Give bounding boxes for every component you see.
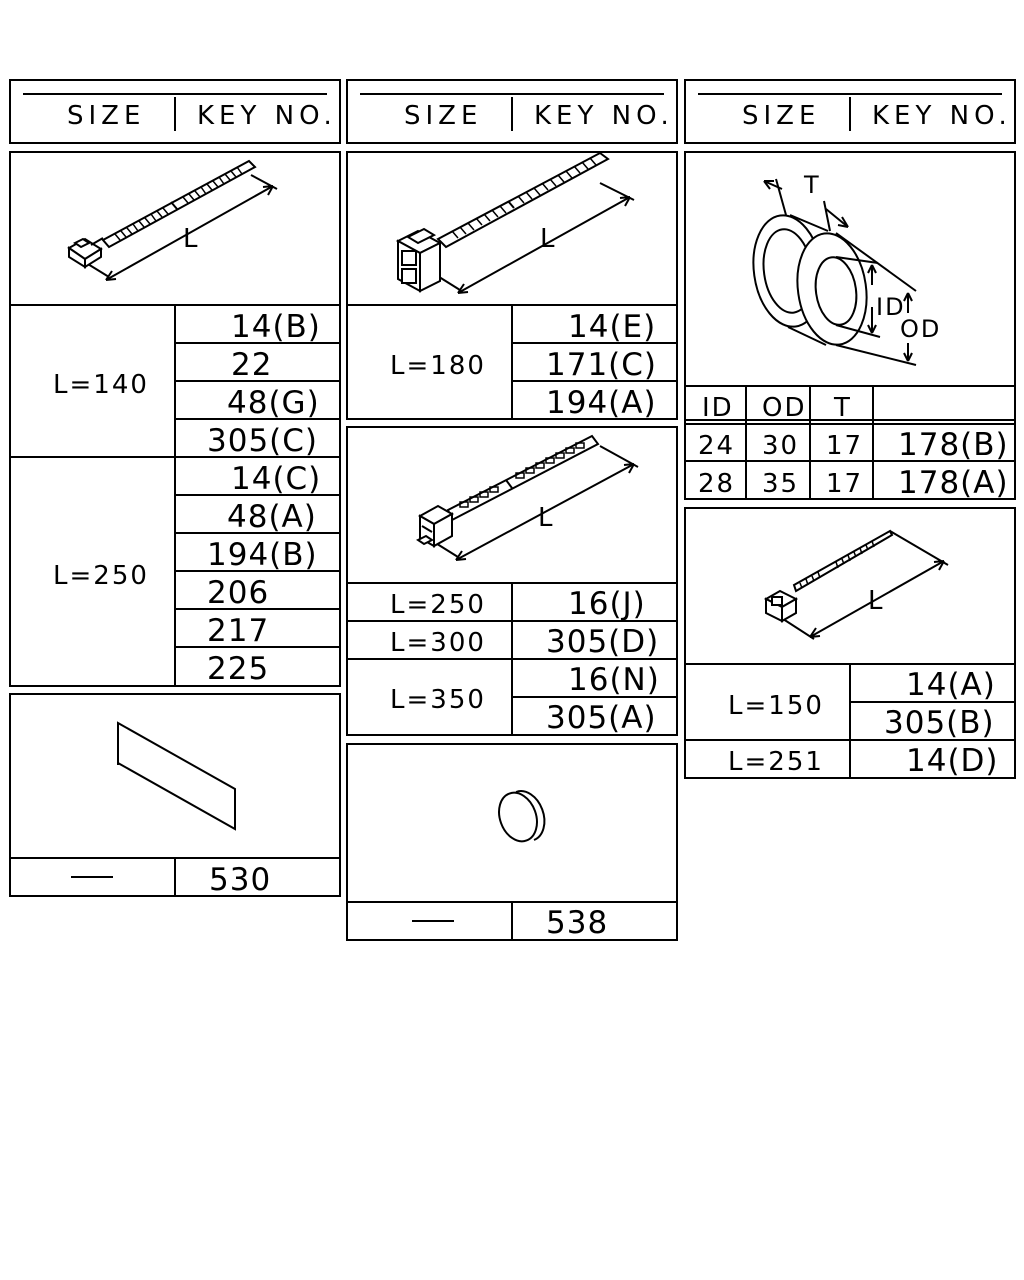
mount-tie-l-label: L [540, 224, 555, 254]
col2-size-header: SIZE [404, 101, 483, 131]
tie-250-illustration [348, 428, 676, 582]
col2-header-box [346, 79, 678, 144]
tie-size-350: L=350 [390, 685, 486, 715]
tie-l-label: L [183, 224, 198, 254]
sheet-illustration [11, 695, 339, 859]
grommet-od-label: OD [900, 315, 942, 343]
tie-size-250b: L=250 [390, 590, 486, 620]
grommet-row1-id: 24 [698, 431, 736, 461]
col1-key-header: KEY NO. [197, 101, 337, 131]
col2-key-header: KEY NO. [534, 101, 674, 131]
tie-size-300: L=300 [390, 628, 486, 658]
col2-mount-tie-panel [346, 151, 678, 420]
col2-tie-panel [346, 426, 678, 736]
small-tie-illustration [686, 509, 1014, 665]
key-14c: 14(C) [231, 461, 322, 497]
col3-grommet-panel [684, 151, 1016, 500]
col1-header-box [9, 79, 341, 144]
key-305a: 305(A) [546, 700, 657, 736]
grommet-row1-od: 30 [762, 431, 800, 461]
grommet-id-label: ID [876, 293, 906, 321]
key-48a: 48(A) [227, 499, 317, 535]
grommet-col-id: ID [702, 393, 734, 423]
tie-250-l-label: L [538, 503, 553, 533]
key-16n: 16(N) [568, 662, 660, 698]
key-305d: 305(D) [546, 624, 660, 660]
small-tie-l-label: L [868, 586, 883, 616]
key-530: 530 [209, 862, 272, 898]
grommet-t-label: T [804, 171, 819, 199]
key-22: 22 [231, 347, 273, 383]
key-217: 217 [207, 613, 270, 649]
grommet-row1-t: 17 [826, 431, 864, 461]
key-14b: 14(B) [231, 309, 321, 345]
col1-tie-panel [9, 151, 341, 687]
key-16j: 16(J) [568, 586, 646, 622]
key-14e: 14(E) [568, 309, 657, 345]
col3-key-header: KEY NO. [872, 101, 1012, 131]
key-14d: 14(D) [906, 743, 999, 779]
small-tie-size-150: L=150 [728, 691, 824, 721]
col2-plug-panel [346, 743, 678, 941]
key-225: 225 [207, 651, 270, 687]
key-305c: 305(C) [207, 423, 319, 459]
tie-size-250: L=250 [53, 561, 149, 591]
key-178a: 178(A) [898, 465, 1009, 501]
col1-sheet-panel [9, 693, 341, 897]
grommet-row2-od: 35 [762, 469, 800, 499]
col3-size-header: SIZE [742, 101, 821, 131]
grommet-row2-id: 28 [698, 469, 736, 499]
key-206: 206 [207, 575, 270, 611]
small-tie-size-251: L=251 [728, 747, 824, 777]
grommet-illustration [686, 153, 1014, 385]
key-305b: 305(B) [884, 705, 995, 741]
cable-tie-illustration [11, 153, 339, 305]
key-194a: 194(A) [546, 385, 657, 421]
key-538: 538 [546, 905, 609, 941]
grommet-row2-t: 17 [826, 469, 864, 499]
key-171c: 171(C) [546, 347, 658, 383]
grommet-col-t: T [834, 393, 852, 423]
key-14a: 14(A) [906, 667, 996, 703]
mount-size-180: L=180 [390, 351, 486, 381]
mount-tie-illustration [348, 153, 676, 305]
plug-illustration [348, 745, 676, 901]
grommet-col-od: OD [762, 393, 807, 423]
key-48g: 48(G) [227, 385, 320, 421]
key-178b: 178(B) [898, 427, 1009, 463]
plug-size-dash [412, 920, 454, 922]
col3-header-box [684, 79, 1016, 144]
sheet-size-dash [71, 876, 113, 878]
tie-size-140: L=140 [53, 370, 149, 400]
col3-small-tie-panel [684, 507, 1016, 779]
col1-size-header: SIZE [67, 101, 146, 131]
key-194b: 194(B) [207, 537, 318, 573]
